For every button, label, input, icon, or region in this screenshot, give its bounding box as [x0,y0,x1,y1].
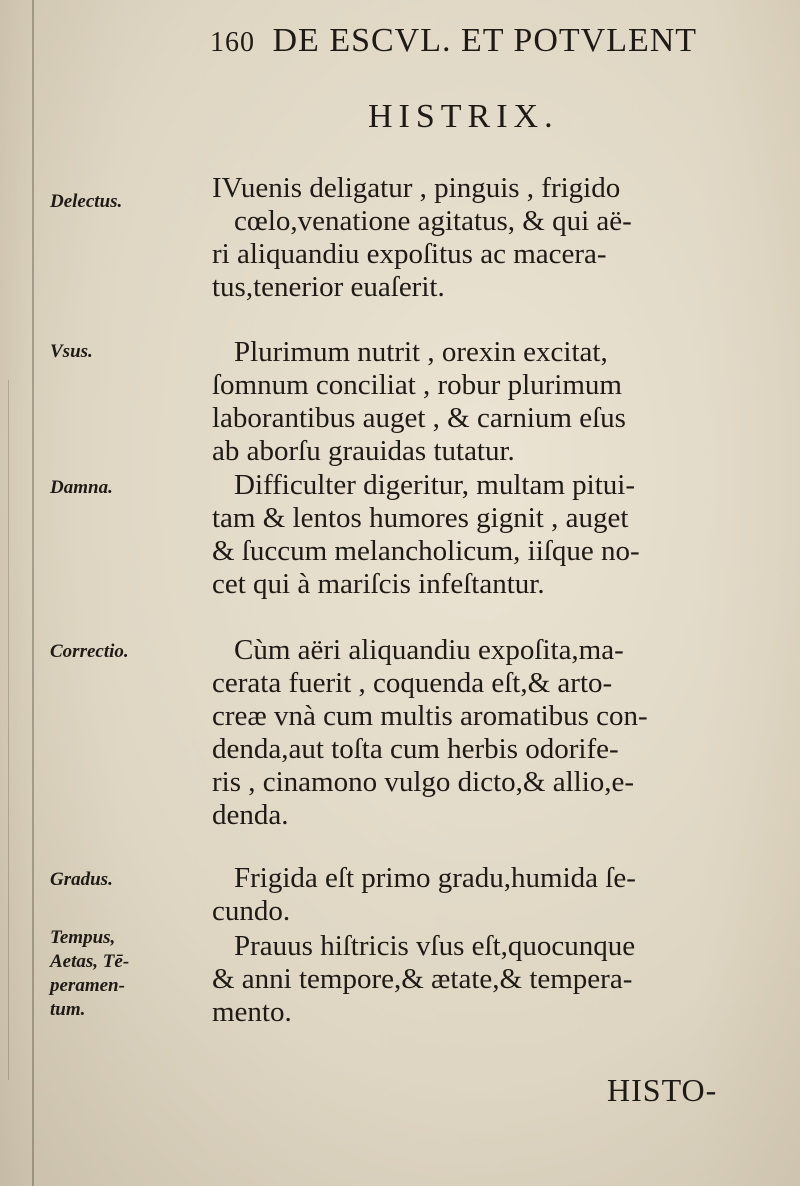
text-line: ſomnum conciliat , robur plurimum [212,369,622,401]
margin-note-text: tum. [50,999,86,1020]
page-edge-line [8,380,9,1080]
paragraph-damna [212,469,772,601]
text-line: creæ vnà cum multis aromatibus con- [212,700,648,732]
page-number: 160 [210,27,255,58]
text-line: Difficulter digeritur, multam pitui- [234,469,635,501]
gutter-shadow [32,0,34,1186]
running-head-text: DE ESCVL. ET POTVLENT [272,22,698,59]
text-line: ri aliquandiu expoſitus ac macera- [212,238,607,270]
text-line: laborantibus auget , & carnium eſus [212,402,626,434]
text-line: mento. [212,996,292,1028]
text-line: cet qui à mariſcis infeſtantur. [212,568,545,600]
text-line: & ſuccum melancholicum, iiſque no- [212,535,640,567]
text-line: cundo. [212,895,291,927]
text-line: ris , cinamono vulgo dicto,& allio,e- [212,766,635,798]
text-line: denda. [212,799,289,831]
paragraph-delectus [212,172,772,304]
text-line: & anni tempore,& ætate,& tempera- [212,963,633,995]
margin-note-text: Damna. [50,477,113,498]
paragraph-correctio [212,634,772,832]
margin-note-gradus [50,868,200,892]
text-line: denda,aut toſta cum herbis odorife- [212,733,619,765]
margin-note-delectus [50,190,200,214]
margin-note-tempus [50,926,200,1022]
text-line: Frigida eſt primo gradu,humida ſe- [234,862,636,894]
paragraph-usus [212,336,772,468]
margin-note-correctio [50,640,200,664]
text-line: Plurimum nutrit , orexin excitat, [234,336,608,368]
text-line: IVuenis deligatur , pinguis , frigido [212,172,621,204]
margin-note-text: Correctio. [50,641,129,662]
margin-note-text: Vsus. [50,341,93,362]
running-head [210,22,800,60]
margin-note-text: Gradus. [50,869,113,890]
text-line: Prauus hiſtricis vſus eſt,quocunque [234,930,636,962]
margin-note-text: Tempus, [50,927,116,948]
text-line: Cùm aëri aliquandiu expoſita,ma- [234,634,624,666]
catchword: HISTO- [607,1072,718,1108]
text-line: cœlo,venatione agitatus, & qui aë- [234,205,632,237]
text-line: ab aborſu grauidas tutatur. [212,435,515,467]
margin-note-usus [50,340,200,364]
section-title: HISTRIX. [368,98,559,135]
margin-note-damna [50,476,200,500]
paragraph-tempus [212,930,772,1029]
margin-note-text: Aetas, Tē- [50,951,130,972]
text-line: tam & lentos humores gignit , auget [212,502,629,534]
paragraph-gradus [212,862,772,928]
text-line: cerata fuerit , coquenda eſt,& arto- [212,667,613,699]
text-line: tus,tenerior euaſerit. [212,271,445,303]
margin-note-text: Delectus. [50,191,123,212]
margin-note-text: peramen- [50,975,125,996]
